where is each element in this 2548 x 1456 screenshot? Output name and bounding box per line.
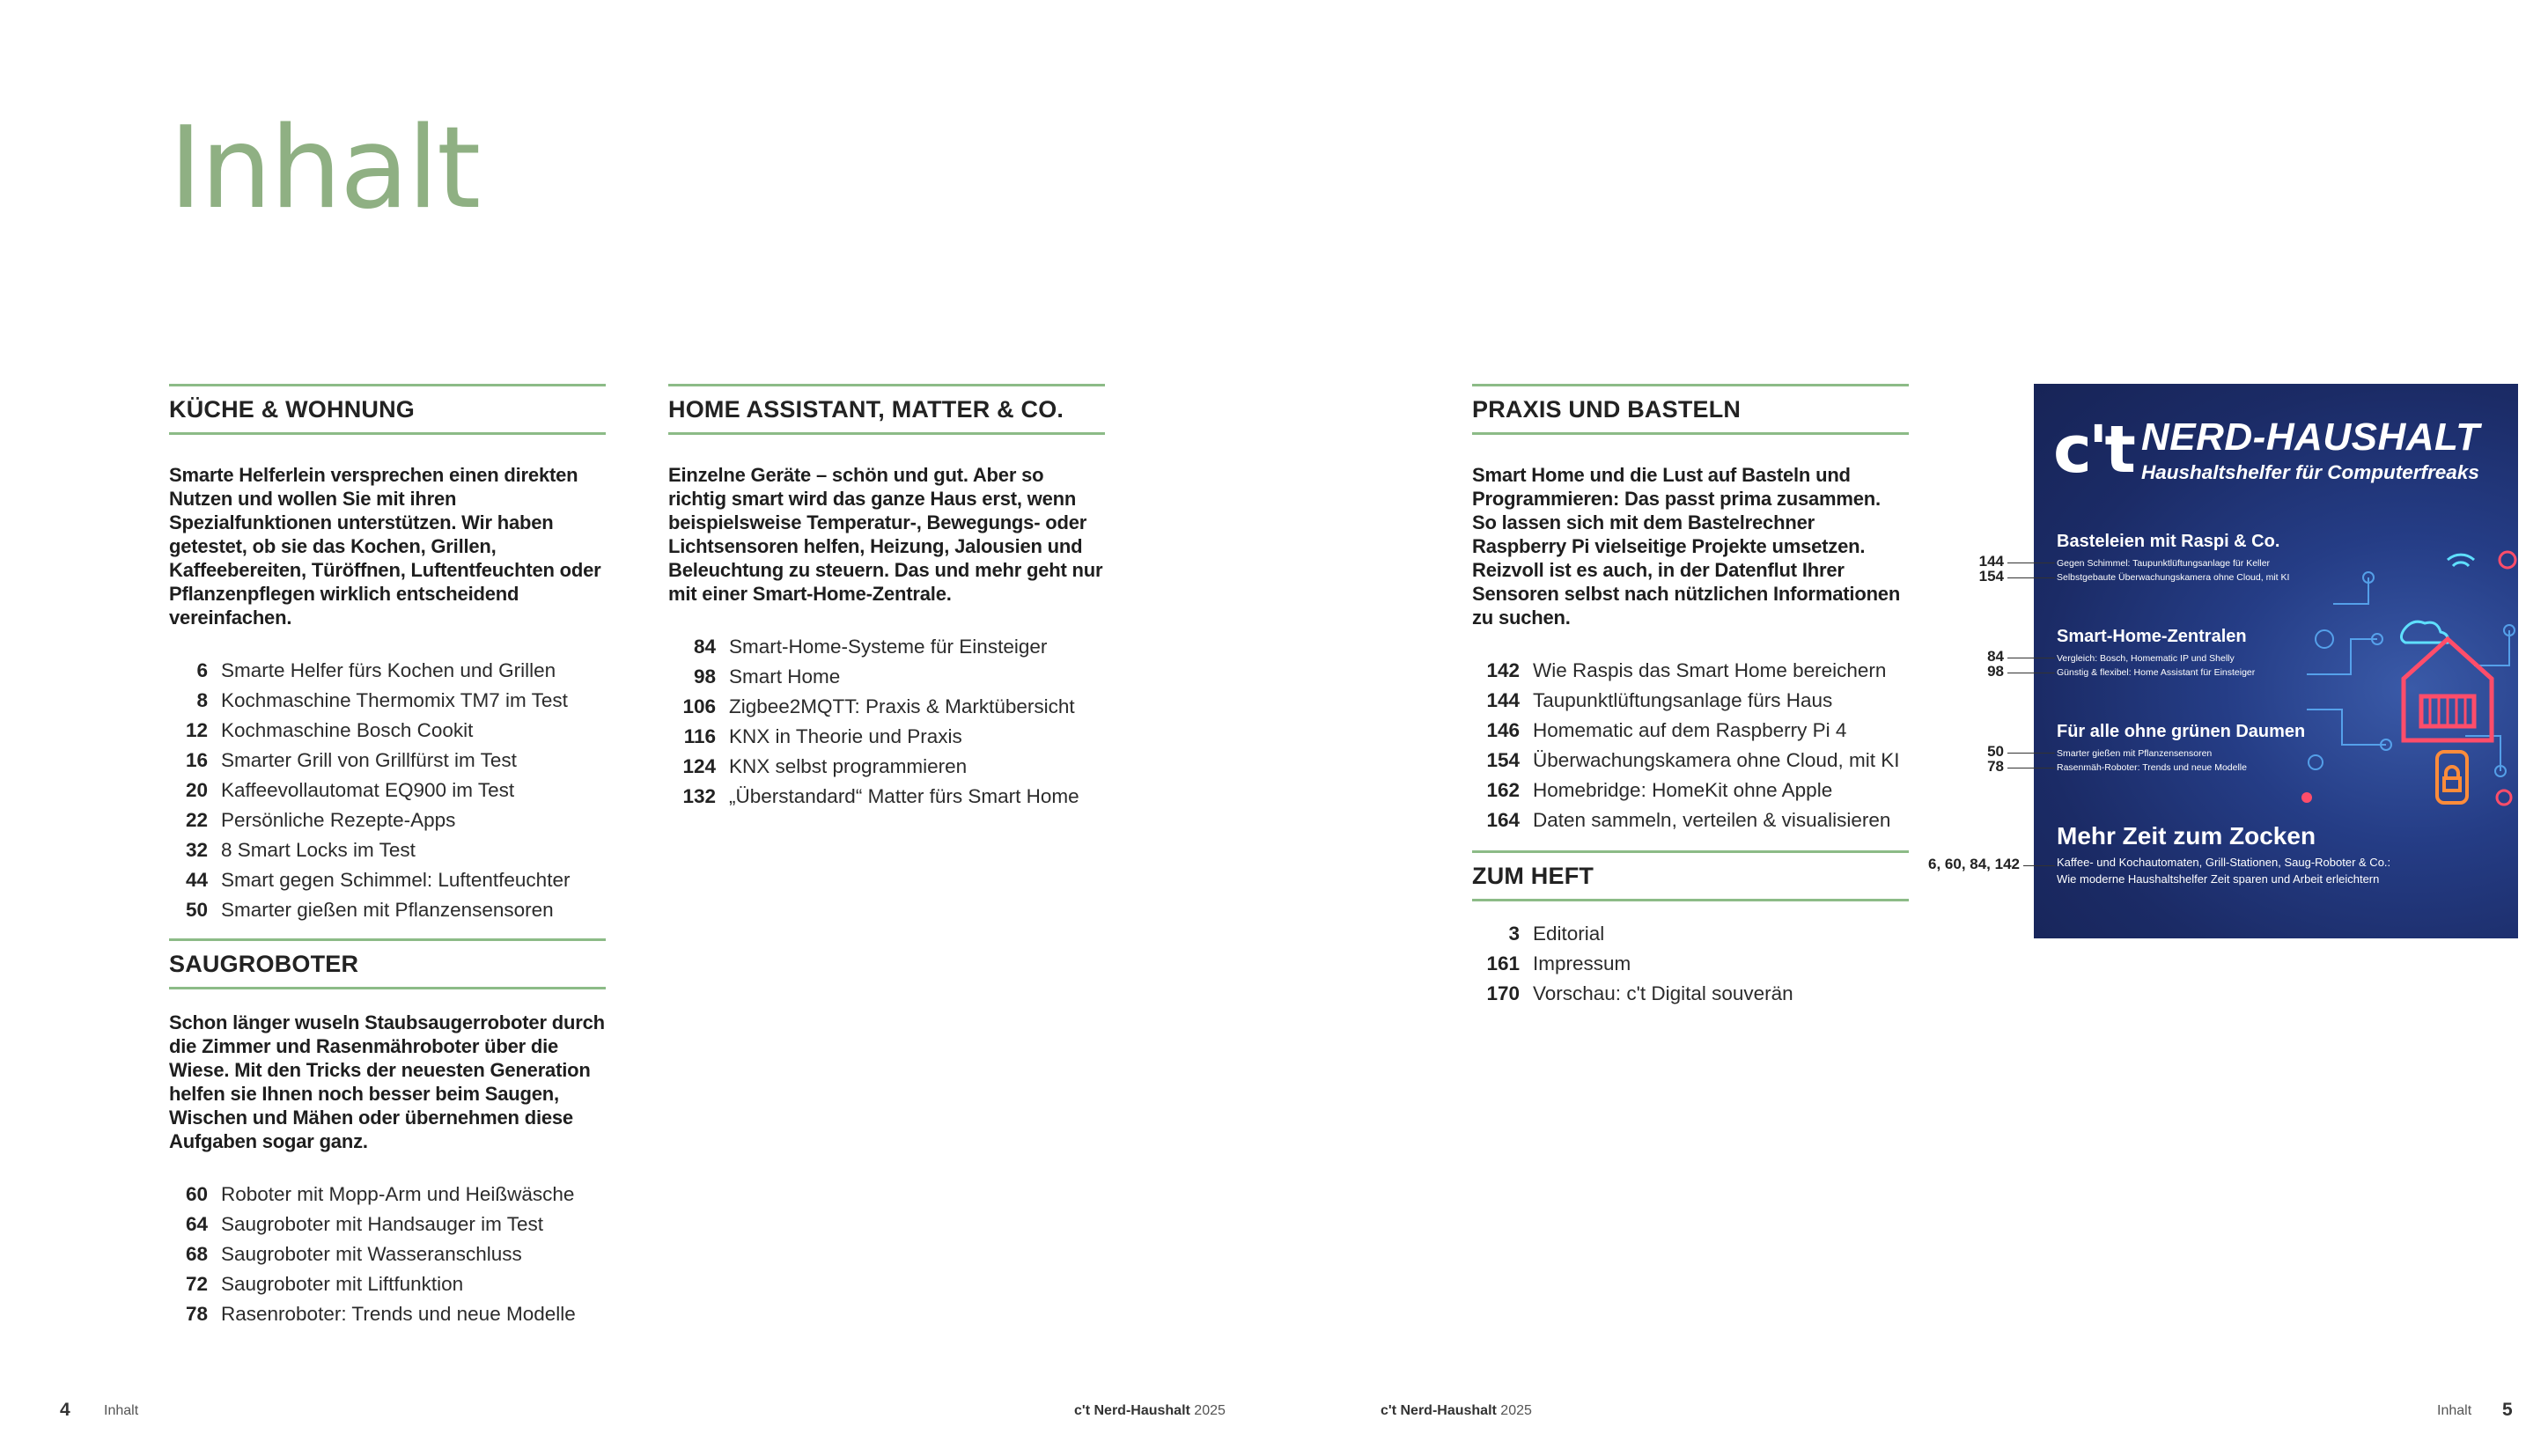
toc-entry <box>668 785 1105 815</box>
toc-entry-title: Kochmaschine Thermomix TM7 im Test <box>221 689 568 711</box>
footer-year: 2025 <box>1194 1403 1226 1418</box>
section-intro: Einzelne Geräte – schön und gut. Aber so richtig smart wird das ganze Haus erst, wenn beispielsweise Temperatur-, Bewegungs- oder Lichtsensoren helfen, Heizung, Jalousien und Beleuchtung zu steuern. Das und mehr geht nur mit einer Smart-Home-Zentrale. <box>668 464 1103 605</box>
section-heading <box>1472 384 1909 435</box>
toc-page-number: 146 <box>1486 719 1520 741</box>
toc-page-number: 78 <box>185 1303 208 1325</box>
footer-brand: c't <box>1074 1403 1091 1418</box>
toc-entry-title: Kochmaschine Bosch Cookit <box>221 719 474 741</box>
toc-entry-title: Vorschau: c't Digital souverän <box>1533 982 1793 1004</box>
section-intro: Smarte Helferlein versprechen einen direkten Nutzen und wollen Sie mit ihren Spezialfunktionen unterstützen. Wir haben getestet, ob sie das Kochen, Grillen, Kaffeebereiten, Türöffnen, Luftentfeuchten oder Pflanzenpflegen wirklich entscheidend vereinfachen. <box>169 464 601 629</box>
cover-block-line: Gegen Schimmel: Taupunktlüftungsanlage für Keller <box>2057 558 2271 569</box>
cover-brand: NERD-HAUSHALT <box>2141 415 2480 459</box>
cover-callout: 98 <box>1987 663 2004 680</box>
toc-entry <box>1472 779 1909 809</box>
toc-page-number: 170 <box>1486 982 1520 1004</box>
toc-entry <box>1472 749 1909 779</box>
footer-label-right: Inhalt <box>2437 1403 2472 1418</box>
cover-callout: 154 <box>1978 568 2004 585</box>
toc-entry <box>169 899 606 929</box>
toc-entry <box>169 1213 606 1243</box>
cover-block-line: Smarter gießen mit Pflanzensensoren <box>2057 748 2213 759</box>
toc-entry <box>169 839 606 869</box>
section-heading <box>169 938 606 989</box>
toc-page-number: 68 <box>185 1243 208 1265</box>
toc-page-number: 60 <box>185 1183 208 1205</box>
toc-entry <box>169 719 606 749</box>
toc-list <box>1472 923 1909 1012</box>
page-number-left: 4 <box>60 1400 70 1420</box>
cover-tagline: Haushaltshelfer für Computerfreaks <box>2141 461 2479 483</box>
toc-entry-title: Smart-Home-Systeme für Einsteiger <box>729 636 1048 658</box>
toc-entry-title: Kaffeevollautomat EQ900 im Test <box>221 779 515 801</box>
footer-label-left: Inhalt <box>104 1403 139 1418</box>
toc-entry-title: Smarte Helfer fürs Kochen und Grillen <box>221 659 556 681</box>
cover-block-line: Selbstgebaute Überwachungskamera ohne Cloud, mit KI <box>2057 572 2290 583</box>
section-intro: Schon länger wuseln Staubsaugerroboter durch die Zimmer und Rasenmähroboter über die Wiese. Mit den Tricks der neuesten Generation helfen sie Ihnen noch besser beim Saugen, Wischen und Mähen oder übernehmen diese Aufgaben sogar ganz. <box>169 1011 605 1152</box>
toc-page-number: 22 <box>185 809 208 831</box>
cover-block-line: Rasenmäh-Roboter: Trends und neue Modelle <box>2057 762 2247 773</box>
section-homeassistant <box>668 384 1105 815</box>
cover-main-title: Mehr Zeit zum Zocken <box>2057 822 2316 849</box>
cover-callout: 144 <box>1978 553 2004 570</box>
toc-entry-title: 8 Smart Locks im Test <box>221 839 416 861</box>
section-intro: Smart Home und die Lust auf Basteln und Programmieren: Das passt prima zusammen. So lassen sich mit dem Bastelrechner Raspberry Pi vielseitige Projekte umsetzen. Reizvoll ist es auch, in der Datenflut Ihrer Sensoren selbst nach nützlichen Informationen zu suchen. <box>1472 464 1901 629</box>
toc-entry <box>169 1243 606 1273</box>
toc-entry-title: Roboter mit Mopp-Arm und Heißwäsche <box>221 1183 575 1205</box>
toc-page-number: 164 <box>1486 809 1520 831</box>
footer-magazine-left <box>1074 1403 1226 1419</box>
toc-page-number: 50 <box>185 899 208 921</box>
toc-entry-title: Daten sammeln, verteilen & visualisieren <box>1533 809 1891 831</box>
toc-entry-title: Homebridge: HomeKit ohne Apple <box>1533 779 1833 801</box>
section-heading-text: SAUGROBOTER <box>169 950 359 977</box>
toc-entry-title: KNX selbst programmieren <box>729 755 968 777</box>
toc-page-number: 162 <box>1486 779 1520 801</box>
toc-entry <box>668 725 1105 755</box>
callout-line <box>2007 753 2055 754</box>
cover-block-title: Für alle ohne grünen Daumen <box>2057 722 2306 741</box>
toc-page-number: 132 <box>682 785 716 807</box>
toc-page-number: 154 <box>1486 749 1520 771</box>
toc-entry-title: Smarter gießen mit Pflanzensensoren <box>221 899 554 921</box>
toc-entry <box>169 1273 606 1303</box>
toc-entry-title: Smart gegen Schimmel: Luftentfeuchter <box>221 869 571 891</box>
toc-entry <box>1472 923 1909 952</box>
toc-entry-title: „Überstandard“ Matter fürs Smart Home <box>729 785 1079 807</box>
toc-page-number: 3 <box>1508 923 1520 945</box>
toc-page-number: 44 <box>185 869 208 891</box>
toc-page-number: 32 <box>185 839 208 861</box>
toc-entry-title: Saugroboter mit Wasseranschluss <box>221 1243 522 1265</box>
toc-entry <box>1472 809 1909 839</box>
page-title: Inhalt <box>169 103 480 234</box>
callout-line <box>2023 865 2055 866</box>
ct-logo: c't <box>2053 412 2132 488</box>
section-heading-text: ZUM HEFT <box>1472 862 1594 889</box>
footer-brand: c't <box>1381 1403 1397 1418</box>
section-heading-text: KÜCHE & WOHNUNG <box>169 395 415 423</box>
cover-main-line: Kaffee- und Kochautomaten, Grill-Stationen, Saug-Roboter & Co.: <box>2057 856 2391 869</box>
toc-page-number: 6 <box>196 659 208 681</box>
cover-block-line: Günstig & flexibel: Home Assistant für Einsteiger <box>2057 667 2256 678</box>
toc-entry <box>668 755 1105 785</box>
toc-entry <box>169 869 606 899</box>
toc-list <box>169 659 606 929</box>
toc-entry-title: Persönliche Rezepte-Apps <box>221 809 456 831</box>
toc-list <box>169 1183 606 1333</box>
section-praxis <box>1472 384 1909 839</box>
toc-entry-title: Zigbee2MQTT: Praxis & Marktübersicht <box>729 695 1075 717</box>
section-zumheft <box>1472 850 1909 1012</box>
toc-page-number: 116 <box>683 725 716 747</box>
cover-callout: 6, 60, 84, 142 <box>1928 856 2020 872</box>
toc-entry <box>169 779 606 809</box>
section-heading <box>668 384 1105 435</box>
toc-entry-title: Homematic auf dem Raspberry Pi 4 <box>1533 719 1847 741</box>
toc-entry-title: Saugroboter mit Liftfunktion <box>221 1273 464 1295</box>
cover-main-line: Wie moderne Haushaltshelfer Zeit sparen und Arbeit erleichtern <box>2057 872 2380 886</box>
cover-block-line: Vergleich: Bosch, Homematic IP und Shelly <box>2057 653 2235 664</box>
footer-mag-title: Nerd-Haushalt <box>1094 1403 1190 1418</box>
cover-callout: 78 <box>1987 758 2004 775</box>
toc-entry-title: Wie Raspis das Smart Home bereichern <box>1533 659 1887 681</box>
footer-mag-title: Nerd-Haushalt <box>1400 1403 1497 1418</box>
section-heading <box>169 384 606 435</box>
toc-list <box>1472 659 1909 839</box>
toc-page-number: 161 <box>1486 952 1520 974</box>
section-kueche <box>169 384 606 929</box>
toc-page-number: 106 <box>682 695 716 717</box>
section-heading-text: HOME ASSISTANT, MATTER & CO. <box>668 395 1064 423</box>
toc-entry <box>1472 689 1909 719</box>
toc-page-number: 144 <box>1486 689 1520 711</box>
cover-callout: 84 <box>1987 648 2004 665</box>
cover-block-title: Smart-Home-Zentralen <box>2057 627 2247 646</box>
section-heading-text: PRAXIS UND BASTELN <box>1472 395 1742 423</box>
toc-page-number: 98 <box>693 665 716 688</box>
toc-entry-title: KNX in Theorie und Praxis <box>729 725 962 747</box>
toc-entry <box>668 665 1105 695</box>
toc-entry-title: Taupunktlüftungsanlage fürs Haus <box>1533 689 1833 711</box>
toc-entry <box>1472 952 1909 982</box>
toc-entry <box>169 659 606 689</box>
toc-entry <box>169 809 606 839</box>
toc-entry-title: Rasenroboter: Trends und neue Modelle <box>221 1303 576 1325</box>
toc-entry-title: Smart Home <box>729 665 841 688</box>
toc-entry <box>668 636 1105 665</box>
page-number-right: 5 <box>2502 1400 2513 1420</box>
toc-page-number: 64 <box>185 1213 208 1235</box>
toc-entry <box>169 1183 606 1213</box>
toc-page-number: 84 <box>693 636 716 658</box>
toc-page-number: 142 <box>1486 659 1520 681</box>
section-heading <box>1472 850 1909 901</box>
toc-entry-title: Überwachungskamera ohne Cloud, mit KI <box>1533 749 1900 771</box>
callout-line <box>2007 577 2055 578</box>
toc-entry-title: Editorial <box>1533 923 1605 945</box>
section-saugroboter <box>169 938 606 1333</box>
toc-entry <box>1472 719 1909 749</box>
toc-entry <box>169 689 606 719</box>
toc-entry-title: Saugroboter mit Handsauger im Test <box>221 1213 544 1235</box>
toc-entry <box>1472 659 1909 689</box>
toc-entry <box>1472 982 1909 1012</box>
footer-year: 2025 <box>1500 1403 1532 1418</box>
toc-entry <box>169 749 606 779</box>
toc-page-number: 8 <box>196 689 208 711</box>
cover-block-title: Basteleien mit Raspi & Co. <box>2057 532 2280 551</box>
cover-callout: 50 <box>1987 743 2004 760</box>
toc-page-number: 16 <box>185 749 208 771</box>
magazine-cover <box>2034 384 2518 938</box>
toc-page-number: 12 <box>185 719 208 741</box>
toc-list <box>668 636 1105 815</box>
toc-page-number: 20 <box>185 779 208 801</box>
toc-entry-title: Impressum <box>1533 952 1631 974</box>
toc-entry <box>668 695 1105 725</box>
footer-magazine-right <box>1381 1403 1532 1419</box>
toc-page-number: 124 <box>682 755 716 777</box>
toc-page-number: 72 <box>185 1273 208 1295</box>
smart-house-illustration <box>2298 533 2518 815</box>
toc-entry <box>169 1303 606 1333</box>
toc-entry-title: Smarter Grill von Grillfürst im Test <box>221 749 517 771</box>
